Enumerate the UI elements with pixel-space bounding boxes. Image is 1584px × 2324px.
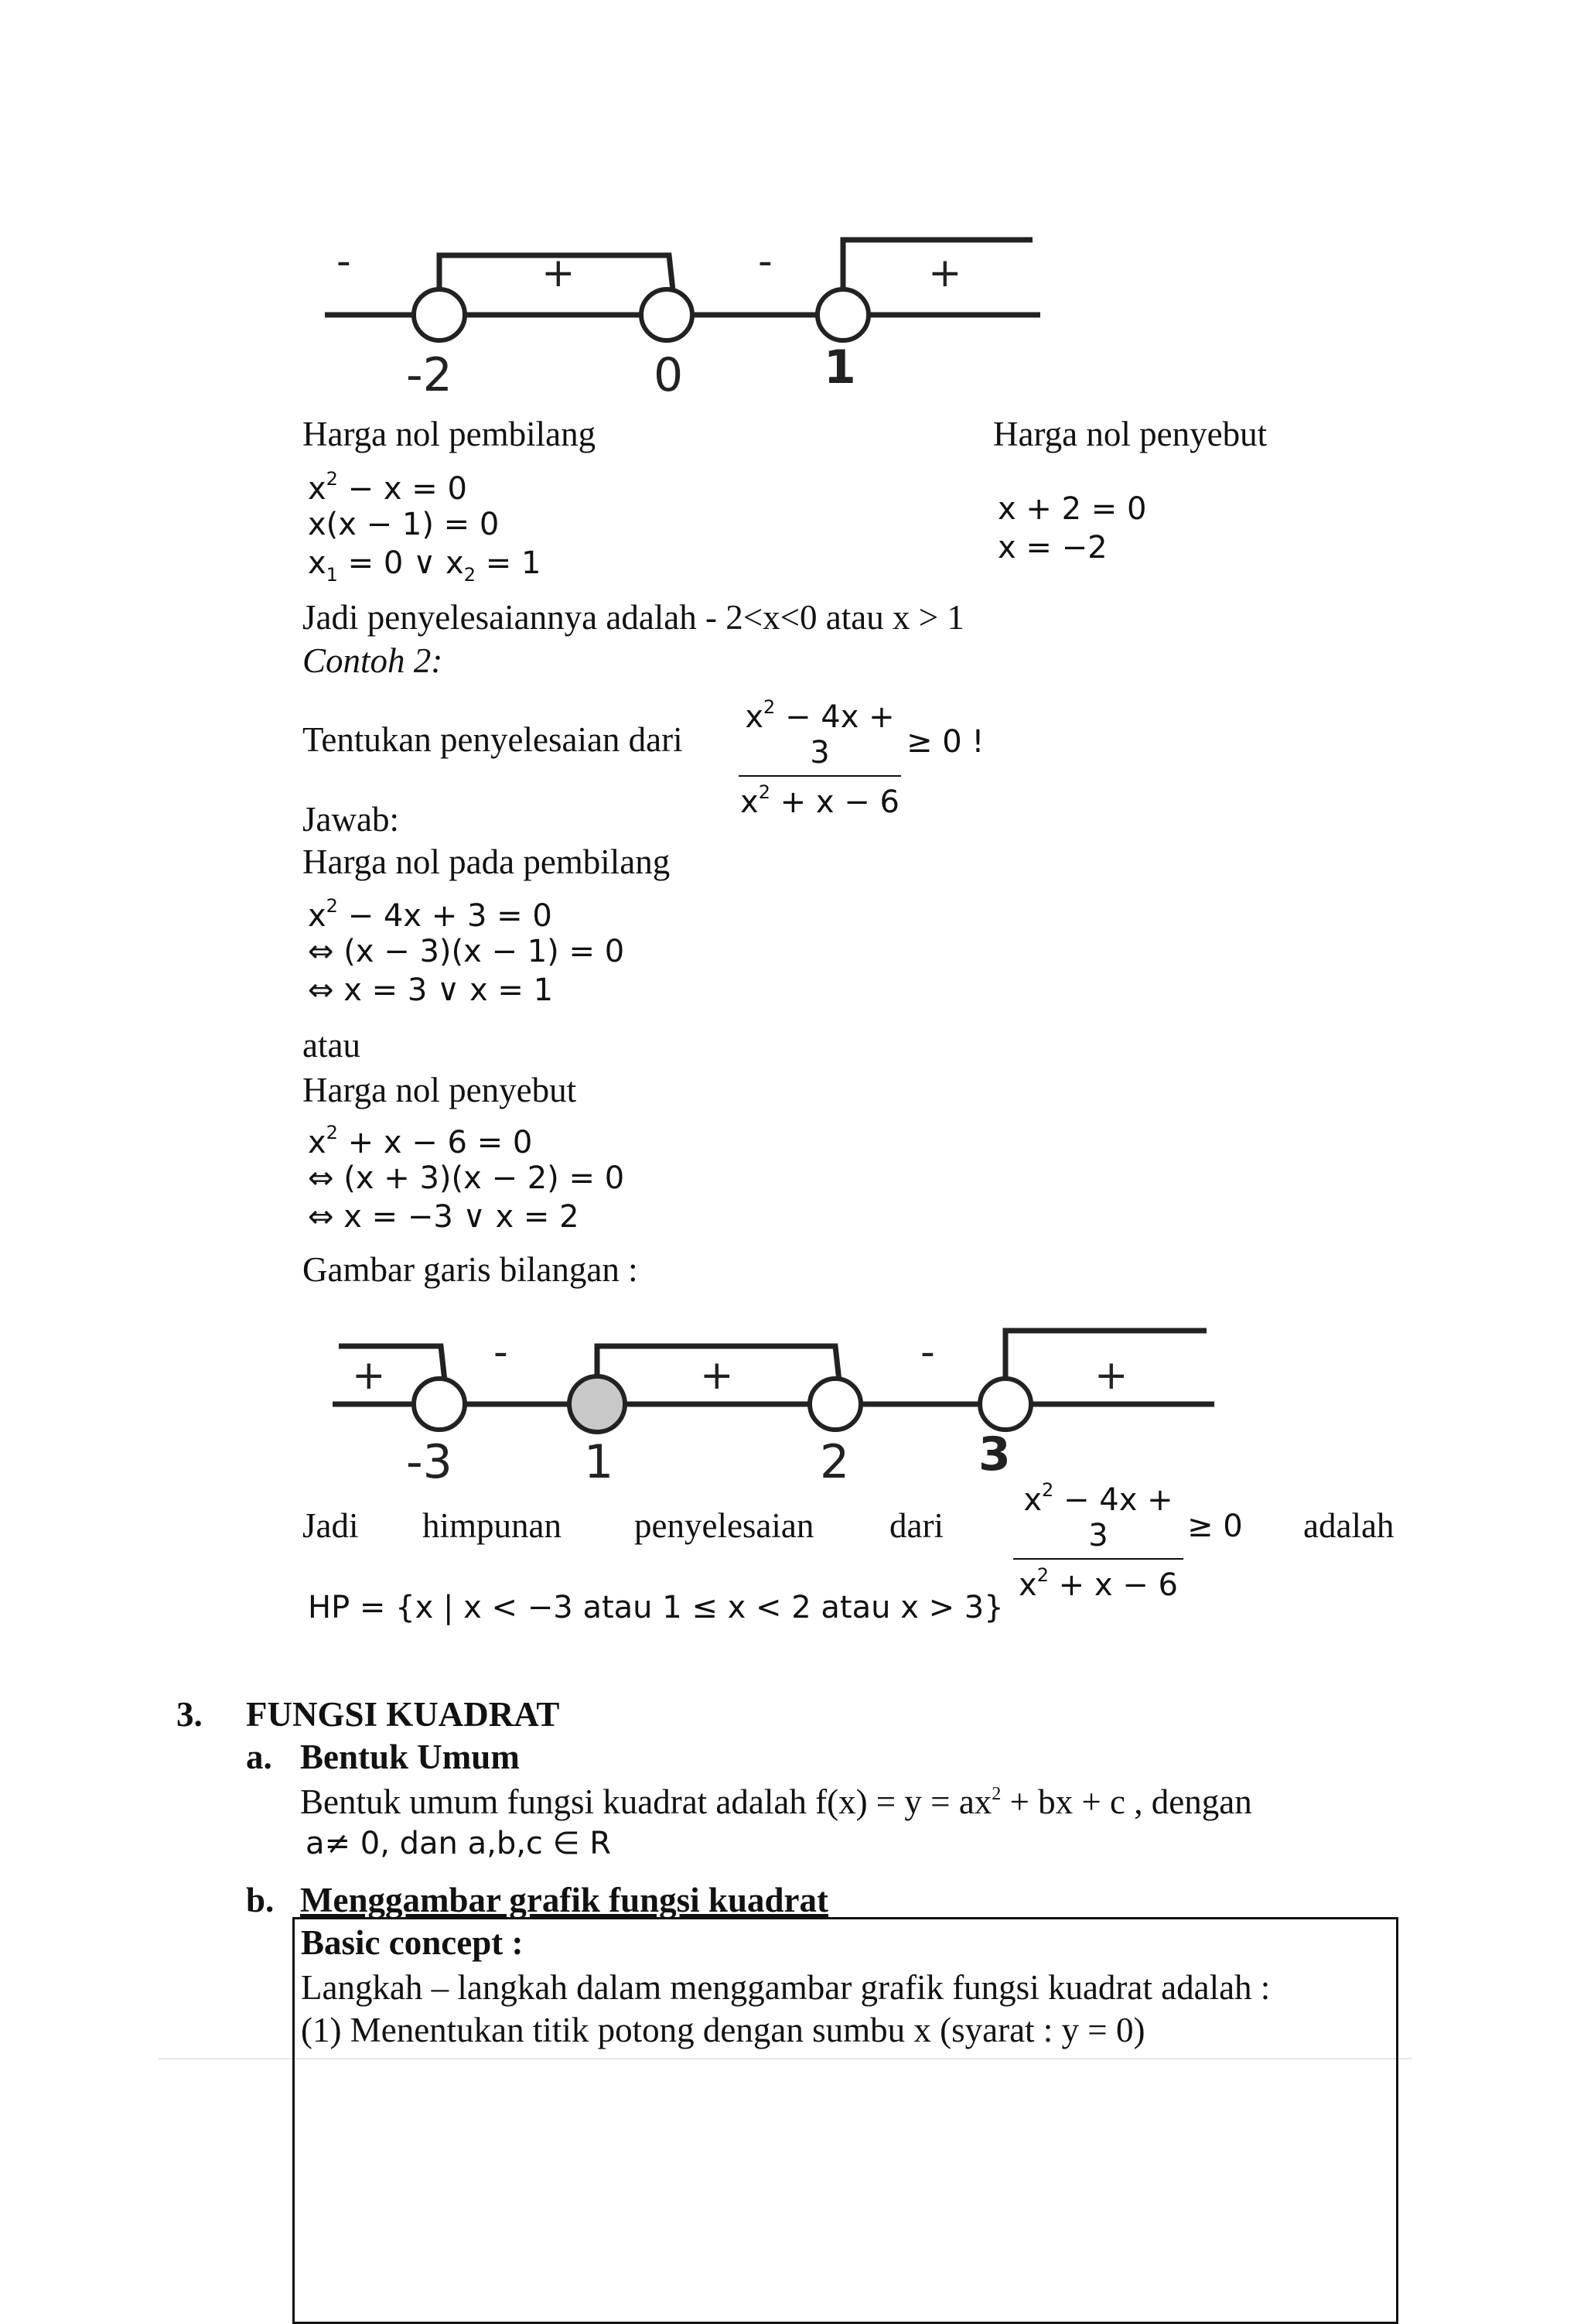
sub-a-letter: a. bbox=[246, 1738, 272, 1776]
box-line-2: (1) Menentukan titik potong dengan sumbu x (syarat : y = 0) bbox=[301, 2011, 1145, 2049]
left-eq-1: $x^2 - x = 0$ bbox=[308, 468, 467, 507]
right-eq-2: x = −2 bbox=[998, 530, 1108, 566]
closed-point-1 bbox=[569, 1376, 625, 1432]
sign-4: + bbox=[928, 250, 962, 296]
tick-label-neg2: -2 bbox=[406, 348, 452, 402]
fraction-1: $x^2 - 4x + 3$ $x^2 + x - 6$ bbox=[739, 696, 901, 820]
sub-b-title: Menggambar grafik fungsi kuadrat bbox=[300, 1881, 828, 1919]
zero-den-title: Harga nol penyebut bbox=[302, 1071, 577, 1109]
zero-den-eq-2: ⇔ (x + 3)(x − 2) = 0 bbox=[308, 1160, 625, 1196]
open-point-2 bbox=[810, 1379, 861, 1430]
conclusion2-w3: penyelesaian bbox=[634, 1506, 814, 1545]
tick2-neg3: -3 bbox=[406, 1435, 452, 1482]
open-point-neg2 bbox=[414, 289, 465, 340]
sign2-4: - bbox=[920, 1329, 935, 1376]
right-eq-1: x + 2 = 0 bbox=[998, 491, 1147, 527]
zero-den-eq-3: ⇔ x = −3 ∨ x = 2 bbox=[308, 1199, 579, 1235]
number-line-2 bbox=[325, 1319, 1222, 1482]
section-3-number: 3. bbox=[176, 1695, 203, 1734]
conclusion2-w2: himpunan bbox=[422, 1506, 562, 1545]
fraction-2: $x^2 - 4x + 3$ $x^2 + x - 6$ bbox=[1013, 1479, 1183, 1603]
basic-concept-box bbox=[292, 1917, 1398, 2324]
zero-den-eq-1: $x^2 + x - 6 = 0$ bbox=[308, 1122, 533, 1160]
tick-label-1: 1 bbox=[824, 340, 856, 395]
gambar-label: Gambar garis bilangan : bbox=[302, 1250, 638, 1289]
sign-2: + bbox=[541, 250, 575, 296]
open-point-0 bbox=[641, 289, 692, 340]
example-2-prompt: Tentukan penyelesaian dari bbox=[302, 720, 683, 759]
solution-set: HP = {x | x < −3 atau 1 ≤ x < 2 atau x > 3} bbox=[308, 1590, 1004, 1625]
bentuk-umum-condition: a≠ 0, dan a,b,c ∈ R bbox=[306, 1826, 611, 1861]
zero-num-title: Harga nol pada pembilang bbox=[302, 842, 671, 881]
bentuk-umum-text: Bentuk umum fungsi kuadrat adalah $f(x) = y = ax^2$ + bx + c , dengan bbox=[300, 1782, 1252, 1821]
conclusion-1: Jadi penyelesaiannya adalah - 2<x<0 atau x > 1 bbox=[302, 598, 964, 637]
jawab: Jawab: bbox=[302, 800, 399, 839]
col-left-title: Harga nol pembilang bbox=[302, 415, 596, 453]
conclusion2-w1: Jadi bbox=[302, 1506, 359, 1545]
sign2-5: + bbox=[1094, 1352, 1128, 1399]
number-line-1 bbox=[309, 224, 1052, 410]
sign2-1: + bbox=[352, 1352, 386, 1399]
example-2-title: Contoh 2: bbox=[302, 641, 443, 680]
col-right-title: Harga nol penyebut bbox=[993, 415, 1268, 453]
tick2-2: 2 bbox=[820, 1435, 850, 1482]
open-point-1 bbox=[818, 289, 869, 340]
section-3-title: FUNGSI KUADRAT bbox=[246, 1695, 560, 1734]
sign-3: - bbox=[758, 238, 773, 285]
relation-1: ≥ 0 ! bbox=[906, 724, 985, 760]
zero-num-eq-3: ⇔ x = 3 ∨ x = 1 bbox=[308, 972, 554, 1008]
open-point-neg3 bbox=[414, 1379, 465, 1430]
sub-a-title: Bentuk Umum bbox=[300, 1738, 520, 1776]
sign2-2: - bbox=[493, 1329, 508, 1376]
left-eq-3: $x_1 = 0$ ∨ $x_2 = 1$ bbox=[308, 545, 541, 586]
conclusion2-w4: dari bbox=[889, 1506, 944, 1545]
sign-1: - bbox=[336, 238, 351, 285]
box-line-1: Langkah – langkah dalam menggambar grafik fungsi kuadrat adalah : bbox=[301, 1968, 1271, 2007]
open-point-3 bbox=[980, 1379, 1031, 1430]
sign2-3: + bbox=[700, 1352, 734, 1399]
tick2-1: 1 bbox=[584, 1435, 614, 1482]
zero-num-eq-2: ⇔ (x − 3)(x − 1) = 0 bbox=[308, 934, 625, 969]
box-title: Basic concept : bbox=[301, 1923, 524, 1962]
relation-2: ≥ 0 bbox=[1187, 1509, 1243, 1544]
zero-num-eq-1: $x^2 - 4x + 3 = 0$ bbox=[308, 895, 552, 934]
sub-b-letter: b. bbox=[246, 1881, 275, 1919]
tick2-3: 3 bbox=[978, 1427, 1011, 1482]
atau: atau bbox=[302, 1026, 360, 1065]
tick-label-0: 0 bbox=[654, 348, 684, 402]
conclusion2-w5: adalah bbox=[1303, 1506, 1395, 1545]
left-eq-2: x(x − 1) = 0 bbox=[308, 507, 500, 542]
